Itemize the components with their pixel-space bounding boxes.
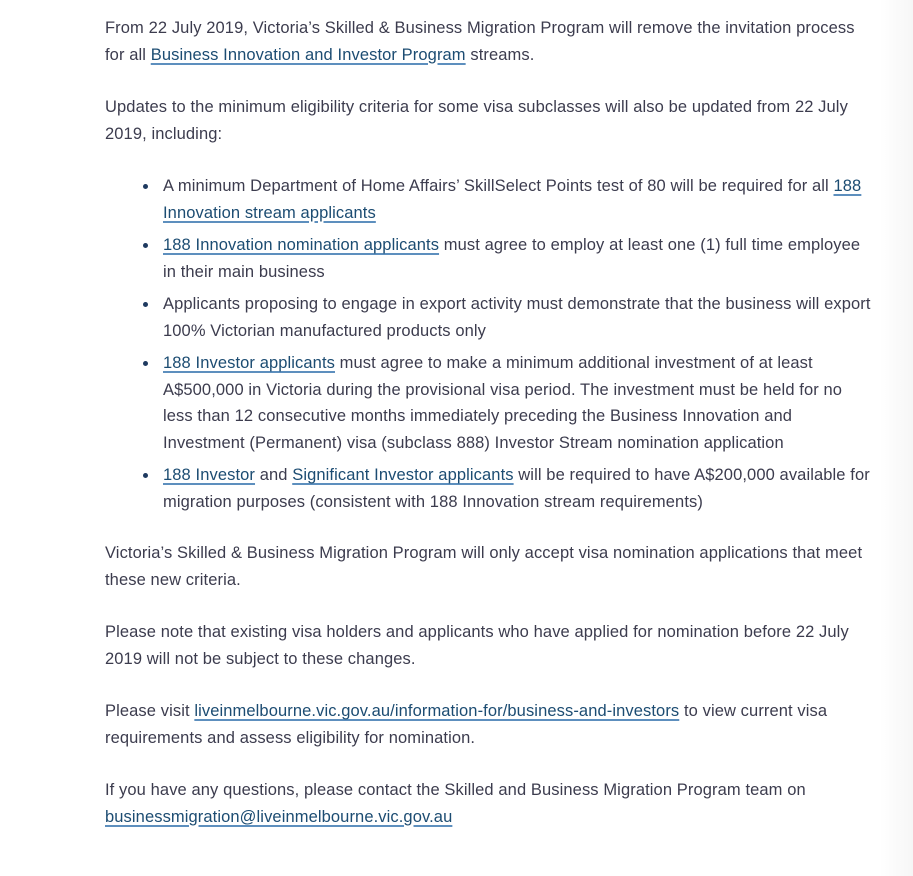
text-segment: will be required to have A$200,000 available for migration purposes (consistent with 188 Innovation stream requirements) bbox=[163, 466, 870, 511]
link-significant-investor-applicants[interactable]: Significant Investor applicants bbox=[292, 466, 514, 484]
list-item bbox=[163, 291, 875, 344]
text-segment: Please visit bbox=[105, 702, 195, 720]
list-item bbox=[163, 232, 875, 285]
contact-paragraph bbox=[105, 777, 877, 830]
link-188-innovation-nomination-applicants[interactable]: 188 Innovation nomination applicants bbox=[163, 236, 440, 254]
link-business-innovation-and-investor-program[interactable]: Business Innovation and Investor Program bbox=[150, 45, 466, 64]
existing-holders-paragraph bbox=[105, 619, 877, 672]
text-segment: to view current visa requirements and assess eligibility for nomination. bbox=[105, 702, 828, 747]
link-188-innovation-stream-applicants[interactable]: 188 Innovation stream applicants bbox=[163, 177, 862, 222]
intro-paragraph bbox=[105, 15, 877, 68]
text-segment: A minimum Department of Home Affairs’ SkillSelect Points test of 80 will be required for all bbox=[163, 177, 834, 195]
updates-paragraph bbox=[105, 94, 877, 147]
text-segment: must agree to make a minimum additional investment of at least A$500,000 in Victoria during the provisional visa period. The investment must be held for no less than 12 consecutive months immediately preceding the Business Innovation and Investment (Permanent) visa (subclass 888) Investor Stream nomination application bbox=[163, 354, 843, 452]
link-188-investor[interactable]: 188 Investor bbox=[163, 466, 256, 484]
list-item bbox=[163, 350, 875, 456]
text-segment: Victoria’s Skilled & Business Migration Program will only accept visa nomination applications that meet these new criteria. bbox=[105, 544, 863, 589]
text-segment: From 22 July 2019, Victoria’s Skilled & Business Migration Program will remove the invitation process for all bbox=[105, 19, 855, 64]
visit-paragraph bbox=[105, 698, 877, 751]
text-segment: Updates to the minimum eligibility criteria for some visa subclasses will also be updated from 22 July 2019, including: bbox=[105, 98, 848, 143]
list-item bbox=[163, 173, 875, 226]
text-segment: Applicants proposing to engage in export activity must demonstrate that the business will export 100% Victorian manufactured products only bbox=[163, 295, 871, 340]
text-segment: If you have any questions, please contact the Skilled and Business Migration Program team on bbox=[105, 781, 806, 799]
text-segment: streams. bbox=[465, 45, 535, 64]
acceptance-paragraph bbox=[105, 540, 877, 593]
text-segment: and bbox=[255, 466, 293, 484]
text-segment: Please note that existing visa holders and applicants who have applied for nomination before 22 July 2019 will not be subject to these changes. bbox=[105, 623, 849, 668]
text-segment: must agree to employ at least one (1) full time employee in their main business bbox=[163, 236, 861, 281]
link-188-investor-applicants[interactable]: 188 Investor applicants bbox=[163, 354, 335, 372]
criteria-list bbox=[105, 173, 877, 515]
link-liveinmelbourne-business-and-investors[interactable]: liveinmelbourne.vic.gov.au/information-for/business-and-investors bbox=[194, 702, 680, 720]
link-businessmigration-email[interactable]: businessmigration@liveinmelbourne.vic.gov.au bbox=[105, 807, 453, 826]
list-item bbox=[163, 462, 875, 515]
